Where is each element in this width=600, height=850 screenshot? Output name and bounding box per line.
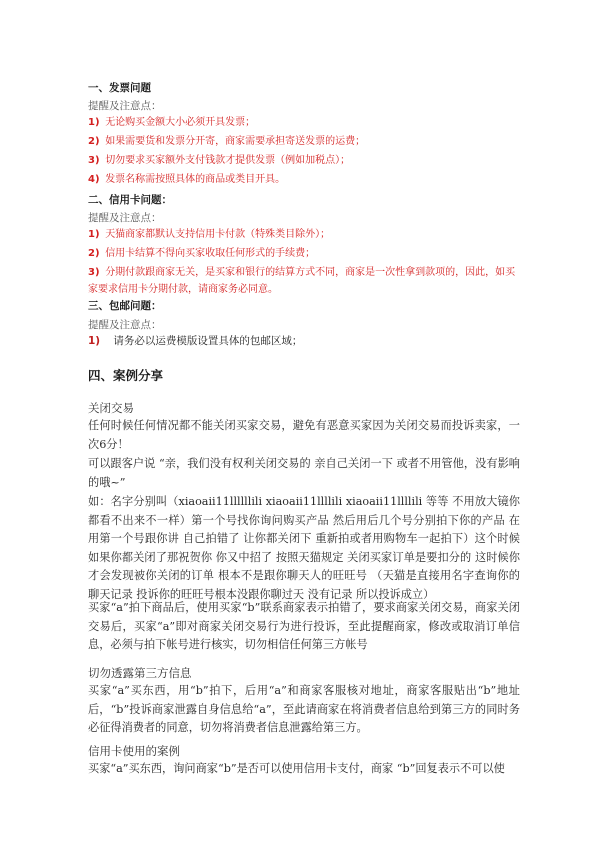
shipping-item: 1) 请务必以运费模版设置具体的包邮区域；: [88, 335, 303, 347]
section-shipping-heading: 三、包邮问题：: [88, 300, 162, 312]
case-credit-card-title: 信用卡使用的案例: [88, 744, 180, 758]
section-credit-card-remind: 提醒及注意点：: [88, 212, 162, 224]
credit-card-item: 3) 分期付款跟商家无关，是买家和银行的结算方式不同，商家是一次性拿到款项的，因此，如买家要求信用卡分期付款，请商家务必同意。: [88, 267, 516, 295]
invoice-item: 1) 无论购买金额大小必须开具发票；: [88, 117, 256, 128]
case-close-trade-paragraph: 任何时候任何情况都不能关闭买家交易，避免有恶意买家因为关闭交易而投诉卖家，一次6分！: [88, 419, 520, 451]
case-close-trade-paragraph: 可以跟客户说 “亲，我们没有权利关闭交易的 亲自己关闭一下 或者不用管他，没有影响的哦~”: [88, 457, 520, 489]
case-close-trade-paragraph: 买家“a”拍下商品后，使用买家“b”联系商家表示拍错了，要求商家关闭交易，商家关闭交易后，买家“a”即对商家关闭交易行为进行投诉，至此提醒商家，修改或取消订单信息，必须与拍下帐号进行核实，切勿相信任何第三方帐号: [88, 601, 520, 651]
case-third-party-paragraph: 买家“a”买东西，用“b”拍下，后用“a”和商家客服核对地址，商家客服贴出“b”地址后，“b”投诉商家泄露自身信息给“a”，至此请商家在将消费者信息给到第三方的同时务必征得消费者的同意，切勿将消费者信息泄露给第三方。: [88, 684, 520, 734]
case-close-trade-paragraph: 如：名字分别叫（xiaoaii11llllllili xiaoaii11llllili xiaoaii11llllili 等等 不用放大镜你都看不出来不一样）第一个号找你询问购买产品 然后用后几个号分别拍下你的产品 在用第一个号跟你讲 自己拍错了 让你都关闭下 重新拍或者用购物车一起拍下）这个时候如果你都关闭了那祝贺你 你又中招了 按照天猫规定 关闭买家订单是要扣分的 这时候你才会发现被你关闭的订单 根本不是跟你聊天人的旺旺号 （天猫是直接用名字查询你的聊天记录 投诉你的旺旺号根本没跟你聊过天 没有记录 所以投诉成立）: [88, 495, 520, 601]
section-credit-card-heading: 二、信用卡问题：: [88, 194, 172, 206]
case-third-party-title: 切勿透露第三方信息: [88, 666, 192, 680]
invoice-item: 4) 发票名称需按照具体的商品或类目开具。: [88, 174, 286, 185]
credit-card-item: 1) 天猫商家都默认支持信用卡付款（特殊类目除外）；: [88, 229, 331, 240]
case-sharing-heading: 四、案例分享: [88, 368, 164, 383]
case-close-trade-title: 关闭交易: [88, 401, 134, 415]
invoice-item: 3) 切勿要求买家额外支付钱款才提供发票（例如加税点）；: [88, 155, 351, 166]
section-shipping-remind: 提醒及注意点：: [88, 319, 162, 331]
section-invoice-heading: 一、发票问题: [88, 82, 151, 94]
section-invoice-remind: 提醒及注意点：: [88, 100, 162, 112]
case-credit-card-paragraph: 买家“a”买东西，询问商家“b”是否可以使用信用卡支付，商家 “b”回复表示不可以使: [88, 762, 505, 775]
credit-card-item: 2) 信用卡结算不得向买家收取任何形式的手续费；: [88, 248, 316, 259]
invoice-item: 2) 如果需要货和发票分开寄，商家需要承担寄送发票的运费；: [88, 136, 366, 147]
